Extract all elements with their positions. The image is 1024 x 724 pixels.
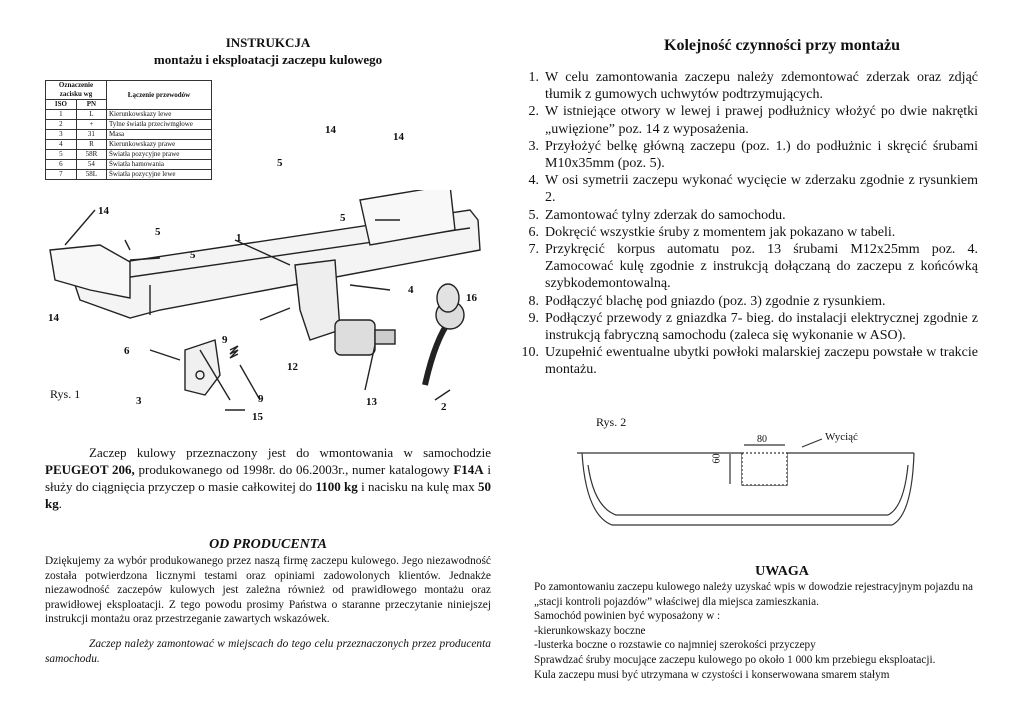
step-number: 6. (528, 224, 539, 240)
bumper-cutout-diagram (572, 425, 992, 550)
catalog-number: F14A (453, 462, 484, 477)
warning-text (534, 580, 982, 682)
part-label: 12 (287, 361, 298, 373)
table-row (46, 110, 212, 120)
figure2-label: Rys. 2 (596, 415, 627, 429)
cell-pn: + (76, 120, 106, 130)
part-label: 14 (393, 131, 404, 143)
cell-pn: 58R (76, 150, 106, 160)
cell-pn: 58L (76, 170, 106, 180)
step-number: 4. (528, 173, 539, 189)
part-label: 5 (277, 157, 283, 169)
list-item (513, 293, 978, 310)
exploded-diagram (30, 190, 520, 430)
part-label: 6 (124, 345, 130, 357)
instruction-subtitle: montażu i eksploatacji zaczepu kulowego (153, 52, 383, 67)
cell-iso: 4 (46, 140, 77, 150)
cut-height: 60 (711, 453, 723, 464)
part-label: 5 (190, 249, 196, 261)
trailer-mass: 1100 kg (315, 479, 358, 494)
cell-pn: R (76, 140, 106, 150)
list-item (513, 241, 978, 293)
cell-iso: 2 (46, 120, 77, 130)
warning-line: Po zamontowaniu zaczepu kulowego należy uzyskać wpis w dowodzie rejestracyjnym pojazdu na „stacji kontroli pojazdów” właściwej dla miejsca zamieszkania. (534, 581, 973, 608)
ball-load: 50 kg (45, 479, 491, 511)
cell-pn: 54 (76, 160, 106, 170)
warning-line: Kula zaczepu musi być utrzymana w czystości i konserwowana smarem stałym (534, 668, 890, 681)
step-text: W istniejące otwory w lewej i prawej podłużnicy włożyć po dwie nakrętki „uwięzione” poz. 14 z wyposażenia. (545, 104, 978, 137)
cell-desc: Światła pozycyjne lewe (107, 170, 212, 180)
table-row (46, 170, 212, 180)
part-label: 9 (222, 334, 228, 346)
car-model: PEUGEOT 206, (45, 462, 135, 477)
step-number: 2. (528, 104, 539, 120)
cell-iso: 3 (46, 130, 77, 140)
warning-line: -lusterka boczne o rozstawie co najmniej szerokości przyczepy (534, 639, 816, 652)
step-number: 7. (528, 242, 539, 258)
warning-line: -kierunkowskazy boczne (534, 624, 646, 637)
step-number: 10. (521, 345, 539, 361)
cell-desc: Tylne światła przeciwmgłowe (107, 120, 212, 130)
part-label: 9 (258, 393, 264, 405)
step-text: Przykręcić korpus automatu poz. 13 śrubami M12x25mm poz. 4. Zamocować kulę zgodnie z instrukcją dołączaną do zaczepu z końcówką szybkodemontowalną. (545, 242, 978, 292)
step-number: 8. (528, 293, 539, 309)
list-item (513, 172, 978, 206)
part-label: 15 (252, 411, 263, 423)
part-label: 13 (366, 396, 377, 408)
table-row (46, 150, 212, 160)
cell-iso: 1 (46, 110, 77, 120)
table-row (46, 120, 212, 130)
header-connection: Łączenie przewodów (107, 81, 212, 110)
step-number: 9. (528, 310, 539, 326)
cell-desc: Światła hamowania (107, 160, 212, 170)
step-text: Uzupełnić ewentualne ubytki powłoki malarskiej zaczepu powstałe w trakcie montażu. (545, 345, 978, 378)
part-label: 4 (408, 284, 414, 296)
table-row (46, 130, 212, 140)
intro-paragraph: Zaczep kulowy przeznaczony jest do wmontowania w samochodzie PEUGEOT 206, produkowanego od 1998r. do 06.2003r., numer katalogowy F14A i służy do ciągnięcia przyczep o masie całkowitej do 1100 kg i nacisku na kulę max 50 kg. (45, 445, 491, 511)
cell-desc: Kierunkowskazy prawe (107, 140, 212, 150)
list-item (513, 224, 978, 241)
cell-desc: Masa (107, 130, 212, 140)
cell-desc: Kierunkowskazy lewe (107, 110, 212, 120)
header-group: Oznaczenie zacisku wg (46, 81, 107, 100)
producer-italic-note: Zaczep należy zamontować w miejscach do tego celu przeznaczonych przez producenta samochodu. (45, 638, 491, 665)
figure1-label: Rys. 1 (50, 387, 81, 401)
wiring-table (45, 80, 212, 180)
cut-width: 80 (757, 434, 767, 445)
table-row (46, 140, 212, 150)
step-text: Zamontować tylny zderzak do samochodu. (545, 207, 786, 223)
part-label: 3 (136, 395, 142, 407)
cut-label: Wyciąć (825, 431, 858, 443)
step-text: W celu zamontowania zaczepu należy zdemontować zderzak oraz zdjąć tłumik z gumowych uchwytów podtrzymujących. (545, 70, 978, 103)
cell-pn: 31 (76, 130, 106, 140)
step-number: 3. (528, 138, 539, 154)
cell-pn: L (76, 110, 106, 120)
warning-title: UWAGA (755, 564, 809, 579)
cell-desc: Światła pozycyjne prawe (107, 150, 212, 160)
list-item (513, 310, 978, 344)
part-label: 5 (340, 212, 346, 224)
part-label: 16 (466, 292, 477, 304)
col-pn: PN (76, 100, 106, 110)
list-item (513, 69, 978, 103)
col-iso: ISO (46, 100, 77, 110)
step-text: W osi symetrii zaczepu wykonać wycięcie w zderzaku zgodnie z rysunkiem 2. (545, 173, 978, 206)
warning-line: Sprawdzać śruby mocujące zaczepu kulowego po około 1 000 km przebiegu eksploatacji. (534, 653, 936, 666)
warning-line: Samochód powinien być wyposażony w : (534, 610, 721, 623)
step-number: 5. (528, 207, 539, 223)
step-text: Podłączyć przewody z gniazdka 7- bieg. do instalacji elektrycznej zgodnie z instrukcją fabryczną samochodu (zaleca się wykonanie w ASO). (545, 310, 978, 344)
list-item (513, 103, 978, 137)
producer-text: Dziękujemy za wybór produkowanego przez naszą firmę zaczepu kulowego. Jego niezawodność została potwierdzona licznymi testami oraz opiniami zadowolonych klientów. Jednakże niezawodność zaczepów kulowych jest zależna również od prawidłowego montażu oraz prawidłowej eksploatacji. Z tego powodu prosimy Państwa o staranne przeczytanie niniejszej instrukcji montażu oraz przestrzeganie zawartych wskazówek. (45, 555, 491, 626)
table-row (46, 160, 212, 170)
list-item (513, 138, 978, 172)
part-label: 14 (48, 312, 59, 324)
steps-title: Kolejność czynności przy montażu (664, 37, 900, 54)
instruction-title: INSTRUKCJA (225, 35, 311, 50)
step-text: Podłączyć blachę pod gniazdo (poz. 3) zgodnie z rysunkiem. (545, 293, 886, 309)
step-text: Przyłożyć belkę główną zaczepu (poz. 1.) do podłużnic i skręcić śrubami M10x35mm (poz. 5). (545, 138, 978, 172)
cell-iso: 7 (46, 170, 77, 180)
step-number: 1. (528, 70, 539, 85)
part-label: 14 (325, 124, 336, 136)
part-label: 5 (155, 226, 161, 238)
part-label: 14 (98, 205, 109, 217)
steps-list (513, 69, 978, 379)
part-label: 2 (441, 401, 447, 413)
producer-title: OD PRODUCENTA (209, 537, 327, 552)
part-label: 1 (236, 232, 242, 244)
list-item (513, 207, 978, 224)
step-text: Dokręcić wszystkie śruby z momentem jak pokazano w tabeli. (545, 224, 896, 240)
cell-iso: 6 (46, 160, 77, 170)
list-item (513, 344, 978, 378)
cell-iso: 5 (46, 150, 77, 160)
